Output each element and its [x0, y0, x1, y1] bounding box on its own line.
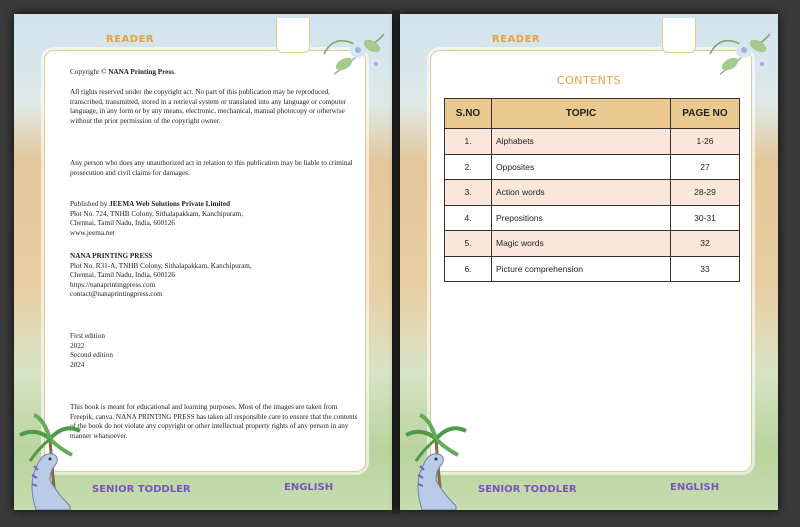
- liability-paragraph: Any person who does any unauthorized act in relation to this publication may be liable to criminal prosecution and civil claims for damages.: [70, 159, 353, 177]
- printer-address-1: Plot No. R31-A, TNHB Colony, Sithalapakkam, Kanchipuram,: [70, 261, 252, 270]
- row-page: 30-31: [671, 205, 740, 231]
- rights-paragraph: All rights reserved under the copyright act. No part of this publication may be reproduced, transcribed, transmitted, stored in a retrieval system or translated into any language or computer language, in any form or by any means, electronic, mechanical, manual photocopy or otherwise without the prior permission of the copyright owner.: [70, 88, 347, 125]
- row-page: 33: [671, 256, 740, 282]
- left-page: [14, 14, 392, 510]
- table-row: [445, 180, 740, 206]
- second-edition-year: 2024: [70, 360, 85, 369]
- printer-name: NANA PRINTING PRESS: [70, 252, 153, 260]
- row-sno: 3.: [445, 180, 492, 206]
- dinosaur-icon: [408, 444, 458, 510]
- column-header-page: PAGE NO: [671, 99, 740, 129]
- table-row: [445, 129, 740, 155]
- row-sno: 6.: [445, 256, 492, 282]
- right-page: [400, 14, 778, 510]
- page-tab: [276, 18, 310, 53]
- footer-level: SENIOR TODDLER: [478, 484, 577, 495]
- page-header: READER: [106, 34, 155, 45]
- column-header-sno: S.NO: [445, 99, 492, 129]
- row-sno: 2.: [445, 154, 492, 180]
- publisher-block: [70, 200, 360, 238]
- publisher-website: www.jeema.net: [70, 228, 115, 237]
- row-page: 32: [671, 231, 740, 257]
- publisher-line: [70, 200, 360, 210]
- row-page: 27: [671, 154, 740, 180]
- contents-title: CONTENTS: [556, 74, 622, 87]
- page-tab: [662, 18, 696, 53]
- row-topic: Picture comprehension: [492, 256, 671, 282]
- footer-level: SENIOR TODDLER: [92, 484, 191, 495]
- published-by-label: Published by: [70, 200, 110, 208]
- publisher-name: JEEMA Web Solutions Private Limited: [109, 200, 231, 208]
- contents-table: [444, 98, 740, 282]
- second-edition-label: Second edition: [70, 351, 113, 360]
- row-sno: 4.: [445, 205, 492, 231]
- table-header-row: [445, 99, 740, 129]
- row-topic: Prepositions: [492, 205, 671, 231]
- table-row: [445, 256, 740, 282]
- printer-address-2: Chennai, Tamil Nadu, India, 600126: [70, 271, 175, 280]
- table-row: [445, 154, 740, 180]
- flower-decoration-icon: [314, 24, 392, 94]
- table-row: [445, 205, 740, 231]
- copyright-section: [70, 68, 354, 78]
- disclaimer-paragraph: This book is meant for educational and learning purposes. Most of the images are taken from Freepik, canva. NANA PRINTING PRESS has taken all responsible care to ensure that the contents of the book do not violate any copyright or other intellectual property rights of any person in any manner whatsoever.: [70, 403, 358, 440]
- publisher-address-1: Plot No. 724, TNHB Colony, Sithalapakkam, Kanchipuram,: [70, 209, 243, 218]
- dinosaur-icon: [22, 444, 72, 510]
- printer-block: [70, 252, 360, 300]
- row-page: 28-29: [671, 180, 740, 206]
- book-spine: [392, 10, 400, 514]
- copyright-line: [70, 68, 354, 78]
- printer-website: https://nanaprintingpress.com: [70, 280, 156, 289]
- footer-subject: ENGLISH: [670, 482, 720, 493]
- row-topic: Action words: [492, 180, 671, 206]
- first-edition-year: 2022: [70, 341, 85, 350]
- row-topic: Alphabets: [492, 129, 671, 155]
- copyright-holder: NANA Printing Press: [108, 68, 174, 76]
- column-header-topic: TOPIC: [492, 99, 671, 129]
- page-header: READER: [492, 34, 541, 45]
- copyright-prefix: Copyright ©: [70, 68, 109, 76]
- footer-subject: ENGLISH: [284, 482, 334, 493]
- copyright-suffix: .: [173, 68, 176, 76]
- publisher-address-2: Chennai, Tamil Nadu, India, 600126: [70, 219, 175, 228]
- row-page: 1-26: [671, 129, 740, 155]
- table-row: [445, 231, 740, 257]
- row-topic: Opposites: [492, 154, 671, 180]
- first-edition-label: First edition: [70, 332, 105, 340]
- row-topic: Magic words: [492, 231, 671, 257]
- row-sno: 5.: [445, 231, 492, 257]
- printer-email: contact@nanaprintingpress.com: [70, 290, 163, 299]
- row-sno: 1.: [445, 129, 492, 155]
- edition-block: [70, 332, 360, 370]
